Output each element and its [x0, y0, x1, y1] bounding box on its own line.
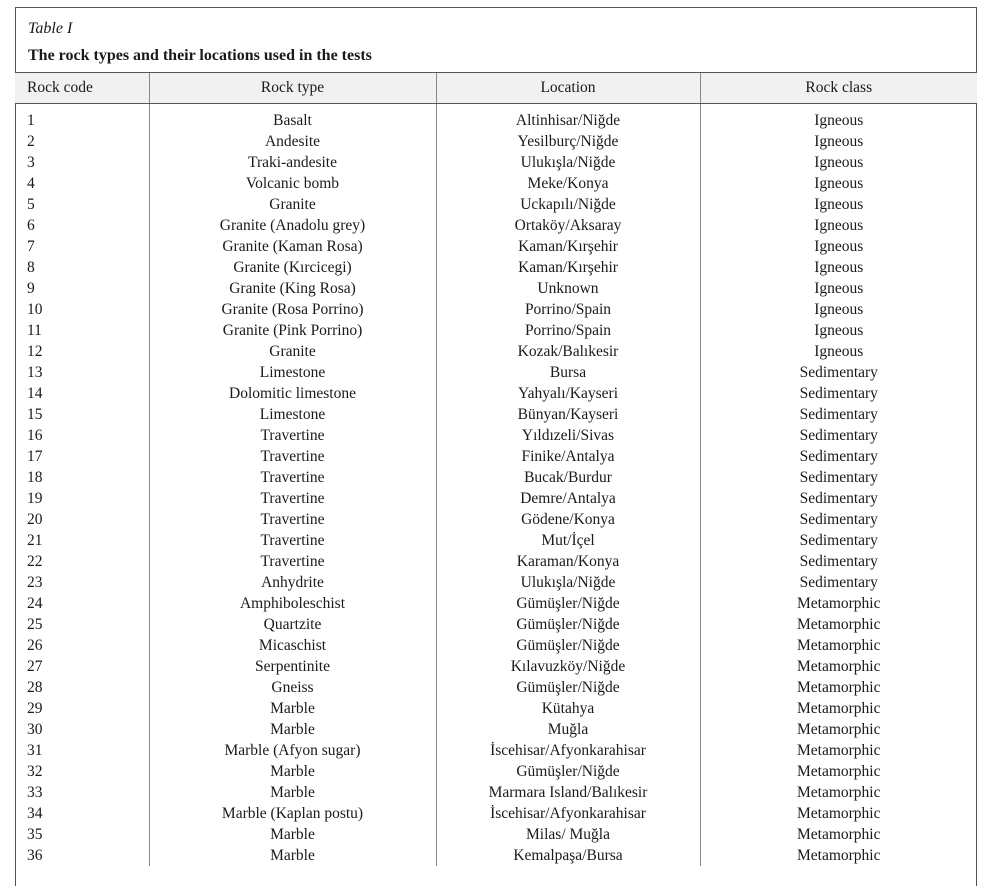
rock-code-cell: 23 — [27, 574, 43, 591]
rock-class-cell: Igneous — [700, 131, 977, 152]
location-cell: Kılavuzköy/Niğde — [436, 656, 700, 677]
location-cell: Kemalpaşa/Bursa — [436, 845, 700, 866]
rock-code-cell: 15 — [27, 406, 43, 423]
rock-type-cell: Travertine — [149, 488, 436, 509]
table-row — [15, 614, 977, 635]
rock-class-cell: Sedimentary — [700, 383, 977, 404]
table-frame — [15, 7, 977, 886]
rock-code-cell: 24 — [27, 595, 43, 612]
rock-class-cell: Igneous — [700, 278, 977, 299]
location-cell: Ulukışla/Niğde — [436, 152, 700, 173]
location-cell: Yesilburç/Niğde — [436, 131, 700, 152]
table-row — [15, 698, 977, 719]
rock-type-cell: Amphiboleschist — [149, 593, 436, 614]
rock-code-cell: 32 — [27, 763, 43, 780]
location-cell: Meke/Konya — [436, 173, 700, 194]
table-label: Table I — [28, 20, 73, 37]
table-row — [15, 551, 977, 572]
location-cell: Bursa — [436, 362, 700, 383]
location-cell: Kütahya — [436, 698, 700, 719]
rock-type-cell: Travertine — [149, 551, 436, 572]
rock-type-cell: Anhydrite — [149, 572, 436, 593]
rock-class-cell: Sedimentary — [700, 404, 977, 425]
table-row — [15, 383, 977, 404]
table-row — [15, 656, 977, 677]
rock-code-cell: 14 — [27, 385, 43, 402]
rock-class-cell: Metamorphic — [700, 803, 977, 824]
location-cell: Gümüşler/Niğde — [436, 761, 700, 782]
location-cell: Gümüşler/Niğde — [436, 635, 700, 656]
table-row — [15, 131, 977, 152]
rock-class-cell: Sedimentary — [700, 509, 977, 530]
rock-code-cell: 3 — [27, 154, 35, 171]
rock-type-cell: Limestone — [149, 362, 436, 383]
table-row — [15, 173, 977, 194]
rock-type-cell: Granite (Rosa Porrino) — [149, 299, 436, 320]
rock-class-cell: Igneous — [700, 320, 977, 341]
table-row — [15, 425, 977, 446]
table-row — [15, 488, 977, 509]
rock-code-cell: 22 — [27, 553, 43, 570]
rock-class-cell: Metamorphic — [700, 845, 977, 866]
table-row — [15, 572, 977, 593]
header-rock-class: Rock class — [700, 73, 977, 104]
rock-code-cell: 31 — [27, 742, 43, 759]
location-cell: Kaman/Kırşehir — [436, 236, 700, 257]
location-cell: Unknown — [436, 278, 700, 299]
rock-code-cell: 9 — [27, 280, 35, 297]
rock-class-cell: Metamorphic — [700, 677, 977, 698]
location-cell: Mut/İçel — [436, 530, 700, 551]
rock-type-cell: Travertine — [149, 530, 436, 551]
rock-class-cell: Metamorphic — [700, 698, 977, 719]
rock-class-cell: Metamorphic — [700, 761, 977, 782]
table-row — [15, 845, 977, 866]
rock-code-cell: 16 — [27, 427, 43, 444]
rock-type-cell: Traki-andesite — [149, 152, 436, 173]
location-cell: Milas/ Muğla — [436, 824, 700, 845]
rock-class-cell: Metamorphic — [700, 656, 977, 677]
rock-code-cell: 1 — [27, 112, 35, 129]
rock-code-cell: 34 — [27, 805, 43, 822]
rock-class-cell: Igneous — [700, 257, 977, 278]
table-row — [15, 215, 977, 236]
location-cell: Gümüşler/Niğde — [436, 614, 700, 635]
table-row — [15, 194, 977, 215]
table-row — [15, 803, 977, 824]
table-caption — [16, 8, 976, 72]
rock-class-cell: Metamorphic — [700, 593, 977, 614]
location-cell: Uckapılı/Niğde — [436, 194, 700, 215]
rock-type-cell: Quartzite — [149, 614, 436, 635]
rock-code-cell: 17 — [27, 448, 43, 465]
rock-type-cell: Volcanic bomb — [149, 173, 436, 194]
location-cell: Kozak/Balıkesir — [436, 341, 700, 362]
rock-code-cell: 30 — [27, 721, 43, 738]
rock-class-cell: Metamorphic — [700, 719, 977, 740]
location-cell: Bünyan/Kayseri — [436, 404, 700, 425]
table-row — [15, 635, 977, 656]
rock-code-cell: 27 — [27, 658, 43, 675]
rock-type-cell: Granite (Kırcicegi) — [149, 257, 436, 278]
rock-class-cell: Metamorphic — [700, 824, 977, 845]
rock-code-cell: 2 — [27, 133, 35, 150]
rock-type-cell: Marble — [149, 719, 436, 740]
rock-type-cell: Marble — [149, 824, 436, 845]
table-row — [15, 782, 977, 803]
rock-class-cell: Metamorphic — [700, 740, 977, 761]
rock-code-cell: 19 — [27, 490, 43, 507]
location-cell: Finike/Antalya — [436, 446, 700, 467]
location-cell: İscehisar/Afyonkarahisar — [436, 740, 700, 761]
table-row — [15, 152, 977, 173]
rock-class-cell: Sedimentary — [700, 551, 977, 572]
rock-code-cell: 7 — [27, 238, 35, 255]
table-row — [15, 404, 977, 425]
rock-class-cell: Sedimentary — [700, 425, 977, 446]
rock-class-cell: Igneous — [700, 152, 977, 173]
table-row — [15, 677, 977, 698]
rock-class-cell: Metamorphic — [700, 614, 977, 635]
location-cell: Gümüşler/Niğde — [436, 677, 700, 698]
rock-type-cell: Travertine — [149, 467, 436, 488]
rock-type-cell: Granite (Pink Porrino) — [149, 320, 436, 341]
table-row — [15, 362, 977, 383]
table-row — [15, 719, 977, 740]
rock-type-cell: Marble — [149, 761, 436, 782]
rock-code-cell: 28 — [27, 679, 43, 696]
rock-code-cell: 6 — [27, 217, 35, 234]
rock-class-cell: Sedimentary — [700, 530, 977, 551]
rock-type-cell: Marble — [149, 845, 436, 866]
rock-code-cell: 10 — [27, 301, 43, 318]
rock-type-cell: Basalt — [149, 104, 436, 132]
location-cell: Demre/Antalya — [436, 488, 700, 509]
rock-code-cell: 18 — [27, 469, 43, 486]
rock-code-cell: 11 — [27, 322, 42, 339]
table-row — [15, 257, 977, 278]
rock-class-cell: Igneous — [700, 236, 977, 257]
location-cell: Gödene/Konya — [436, 509, 700, 530]
rock-class-cell: Igneous — [700, 215, 977, 236]
rock-code-cell: 36 — [27, 847, 43, 864]
rock-type-cell: Serpentinite — [149, 656, 436, 677]
rock-type-cell: Limestone — [149, 404, 436, 425]
rock-code-cell: 21 — [27, 532, 43, 549]
rock-code-cell: 20 — [27, 511, 43, 528]
table-row — [15, 593, 977, 614]
table-row — [15, 446, 977, 467]
rock-class-cell: Igneous — [700, 194, 977, 215]
rock-class-cell: Sedimentary — [700, 572, 977, 593]
header-rock-code: Rock code — [15, 73, 149, 104]
rock-type-cell: Granite — [149, 341, 436, 362]
table-body — [15, 104, 977, 867]
rock-class-cell: Metamorphic — [700, 635, 977, 656]
rock-code-cell: 33 — [27, 784, 43, 801]
rock-code-cell: 8 — [27, 259, 35, 276]
location-cell: Karaman/Konya — [436, 551, 700, 572]
rock-code-cell: 12 — [27, 343, 43, 360]
table-row — [15, 320, 977, 341]
table-row — [15, 509, 977, 530]
rock-code-cell: 26 — [27, 637, 43, 654]
rock-class-cell: Igneous — [700, 173, 977, 194]
rock-type-cell: Travertine — [149, 509, 436, 530]
location-cell: Bucak/Burdur — [436, 467, 700, 488]
rock-class-cell: Sedimentary — [700, 488, 977, 509]
rock-type-cell: Dolomitic limestone — [149, 383, 436, 404]
table-row — [15, 104, 977, 132]
rock-type-cell: Granite (Anadolu grey) — [149, 215, 436, 236]
table-row — [15, 824, 977, 845]
table-row — [15, 299, 977, 320]
rock-class-cell: Sedimentary — [700, 446, 977, 467]
location-cell: Marmara Island/Balıkesir — [436, 782, 700, 803]
rock-type-cell: Granite — [149, 194, 436, 215]
rock-type-cell: Travertine — [149, 446, 436, 467]
rock-type-cell: Micaschist — [149, 635, 436, 656]
rock-code-cell: 29 — [27, 700, 43, 717]
table-row — [15, 278, 977, 299]
location-cell: Ulukışla/Niğde — [436, 572, 700, 593]
rock-class-cell: Igneous — [700, 104, 977, 132]
rock-code-cell: 35 — [27, 826, 43, 843]
rock-class-cell: Metamorphic — [700, 782, 977, 803]
rock-code-cell: 25 — [27, 616, 43, 633]
table-row — [15, 236, 977, 257]
location-cell: Muğla — [436, 719, 700, 740]
location-cell: İscehisar/Afyonkarahisar — [436, 803, 700, 824]
location-cell: Kaman/Kırşehir — [436, 257, 700, 278]
location-cell: Porrino/Spain — [436, 320, 700, 341]
rock-type-cell: Gneiss — [149, 677, 436, 698]
rock-class-cell: Igneous — [700, 299, 977, 320]
rock-table — [15, 72, 977, 866]
rock-type-cell: Marble (Afyon sugar) — [149, 740, 436, 761]
rock-class-cell: Sedimentary — [700, 467, 977, 488]
table-title: The rock types and their locations used in the tests — [28, 47, 372, 64]
rock-type-cell: Marble — [149, 698, 436, 719]
rock-code-cell: 4 — [27, 175, 35, 192]
location-cell: Gümüşler/Niğde — [436, 593, 700, 614]
rock-type-cell: Marble (Kaplan postu) — [149, 803, 436, 824]
rock-type-cell: Andesite — [149, 131, 436, 152]
rock-type-cell: Granite (King Rosa) — [149, 278, 436, 299]
location-cell: Yahyalı/Kayseri — [436, 383, 700, 404]
location-cell: Altinhisar/Niğde — [436, 104, 700, 132]
rock-code-cell: 13 — [27, 364, 43, 381]
location-cell: Yıldızeli/Sivas — [436, 425, 700, 446]
table-row — [15, 467, 977, 488]
header-rock-type: Rock type — [149, 73, 436, 104]
table-row — [15, 341, 977, 362]
header-row — [15, 73, 977, 104]
rock-type-cell: Granite (Kaman Rosa) — [149, 236, 436, 257]
header-location: Location — [436, 73, 700, 104]
table-row — [15, 761, 977, 782]
rock-type-cell: Marble — [149, 782, 436, 803]
rock-class-cell: Igneous — [700, 341, 977, 362]
location-cell: Ortaköy/Aksaray — [436, 215, 700, 236]
location-cell: Porrino/Spain — [436, 299, 700, 320]
rock-class-cell: Sedimentary — [700, 362, 977, 383]
table-row — [15, 530, 977, 551]
rock-code-cell: 5 — [27, 196, 35, 213]
table-row — [15, 740, 977, 761]
rock-type-cell: Travertine — [149, 425, 436, 446]
